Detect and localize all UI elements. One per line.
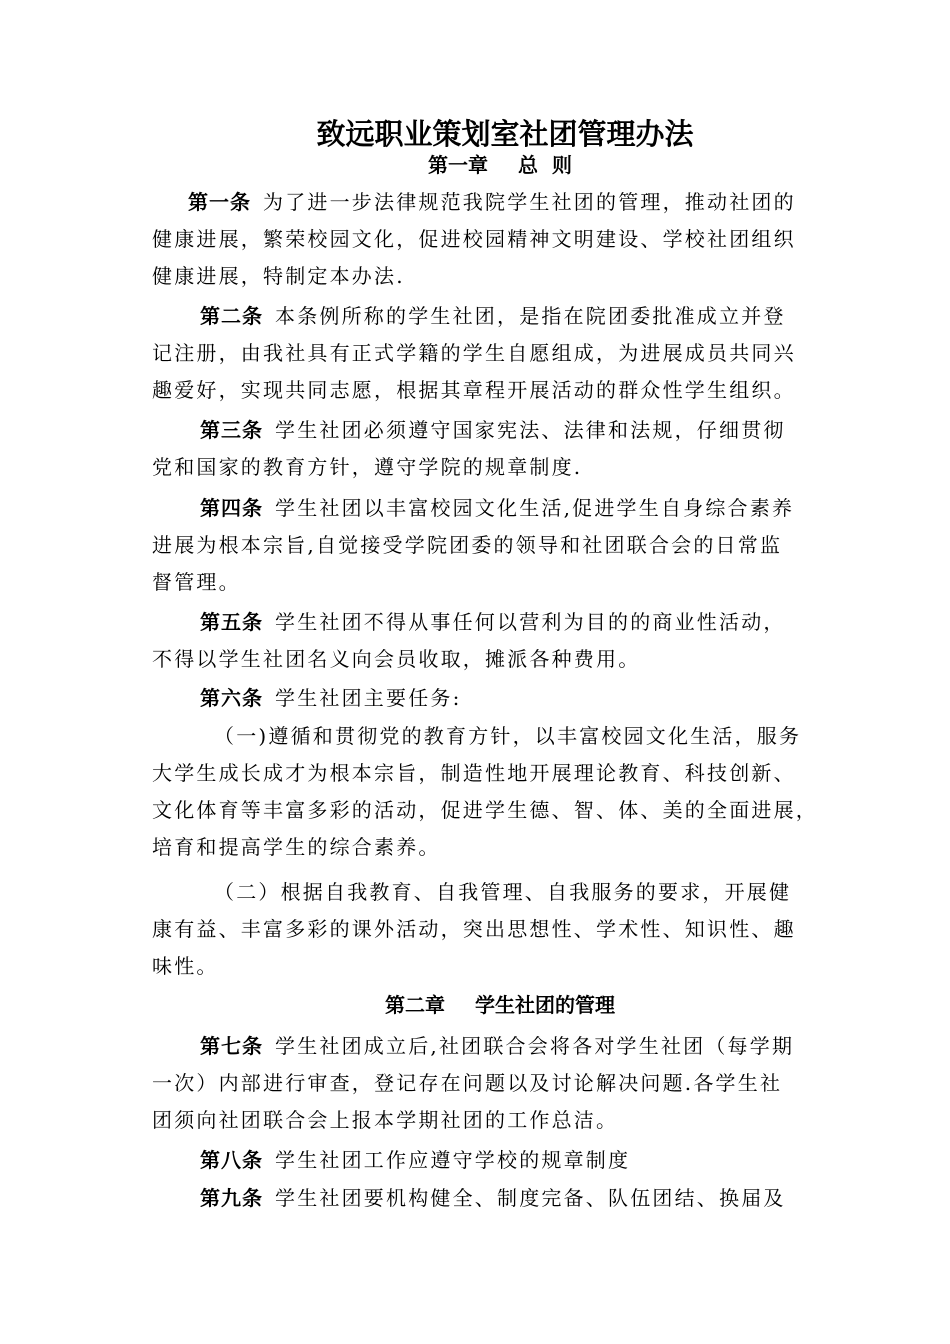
- article-6: [152, 680, 812, 717]
- chapter-two-name: 学生社团的管理: [475, 993, 615, 1017]
- article-9: [152, 1180, 812, 1217]
- article-7-line-2: 一次）内部进行审查，登记存在问题以及讨论解决问题.各学生社: [152, 1071, 783, 1095]
- article-7: [152, 1028, 812, 1139]
- chapter-two-label: 第二章: [385, 993, 445, 1017]
- article-9-label: 第九条: [200, 1186, 263, 1210]
- article-1-label: 第一条: [188, 190, 251, 214]
- article-2-line-2: 记注册，由我社具有正式学籍的学生自愿组成，为进展成员共同兴: [152, 341, 796, 365]
- document-title: 致远职业策划室社团管理办法: [316, 117, 694, 151]
- article-4: [152, 490, 812, 601]
- article-2-line-1: 本条例所称的学生社团，是指在院团委批准成立并登: [275, 304, 786, 328]
- chapter-one-label: 第一章: [428, 153, 489, 177]
- article-7-line-3: 团须向社团联合会上报本学期社团的工作总洁。: [152, 1108, 619, 1132]
- article-5-label: 第五条: [200, 610, 263, 634]
- article-2: [152, 298, 812, 409]
- article-1-line-1: 为了进一步法律规范我院学生社团的管理，推动社团的: [263, 190, 796, 214]
- article-3-line-2: 党和国家的教育方针，遵守学院的规章制度.: [152, 455, 583, 479]
- task-item-1: [152, 718, 818, 866]
- task-item-2-line-3: 味性。: [152, 954, 219, 978]
- task-item-2-line-2: 康有益、丰富多彩的课外活动，突出思想性、学术性、知识性、趣: [152, 917, 796, 941]
- chapter-one-name: 总 则: [518, 153, 572, 177]
- article-7-line-1: 学生社团成立后,社团联合会将各对学生社团（每学期: [275, 1034, 795, 1058]
- article-1: [152, 184, 812, 295]
- article-8-label: 第八条: [200, 1148, 263, 1172]
- article-4-line-2: 进展为根本宗旨,自觉接受学院团委的领导和社团联合会的日常监: [152, 533, 783, 557]
- task-item-2-line-1: （二）根据自我教育、自我管理、自我服务的要求，开展健: [214, 880, 792, 904]
- article-5: [152, 604, 812, 678]
- article-5-line-1: 学生社团不得从事任何以营利为目的的商业性活动，: [275, 610, 786, 634]
- article-1-line-2: 健康进展，繁荣校园文化，促进校园精神文明建设、学校社团组织: [152, 227, 796, 251]
- task-item-2: [152, 874, 812, 985]
- task-item-1-line-4: 培育和提高学生的综合素养。: [152, 835, 441, 859]
- article-5-line-2: 不得以学生社团名义向会员收取，摊派各种费用。: [152, 647, 641, 671]
- article-6-label: 第六条: [200, 686, 263, 710]
- article-1-line-3: 健康进展，特制定本办法.: [152, 264, 405, 288]
- task-item-1-line-2: 大学生成长成才为根本宗旨，制造性地开展理论教育、科技创新、: [152, 761, 796, 785]
- article-2-line-3: 趣爱好，实现共同志愿，根据其章程开展活动的群众性学生组织。: [152, 378, 796, 402]
- article-3-label: 第三条: [200, 418, 263, 442]
- chapter-two-heading: [0, 990, 950, 1020]
- article-4-line-1: 学生社团以丰富校园文化生活,促进学生自身综合素养: [275, 496, 795, 520]
- article-8-line-1: 学生社团工作应遵守学校的规章制度: [275, 1148, 631, 1172]
- task-item-1-line-3: 文化体育等丰富多彩的活动，促进学生德、智、体、美的全面进展，: [152, 798, 818, 822]
- article-4-label: 第四条: [200, 496, 263, 520]
- article-3-line-1: 学生社团必须遵守国家宪法、法律和法规，仔细贯彻: [275, 418, 786, 442]
- article-4-line-3: 督管理。: [152, 570, 241, 594]
- article-8: [152, 1142, 812, 1179]
- article-3: [152, 412, 812, 486]
- article-9-line-1: 学生社团要机构健全、制度完备、队伍团结、换届及: [275, 1186, 786, 1210]
- article-7-label: 第七条: [200, 1034, 263, 1058]
- task-item-1-line-1: （一)遵循和贯彻党的教育方针，以丰富校园文化生活，服务: [214, 724, 802, 748]
- article-6-line-1: 学生社团主要任务:: [275, 686, 462, 710]
- chapter-one-heading: [0, 150, 950, 180]
- article-2-label: 第二条: [200, 304, 263, 328]
